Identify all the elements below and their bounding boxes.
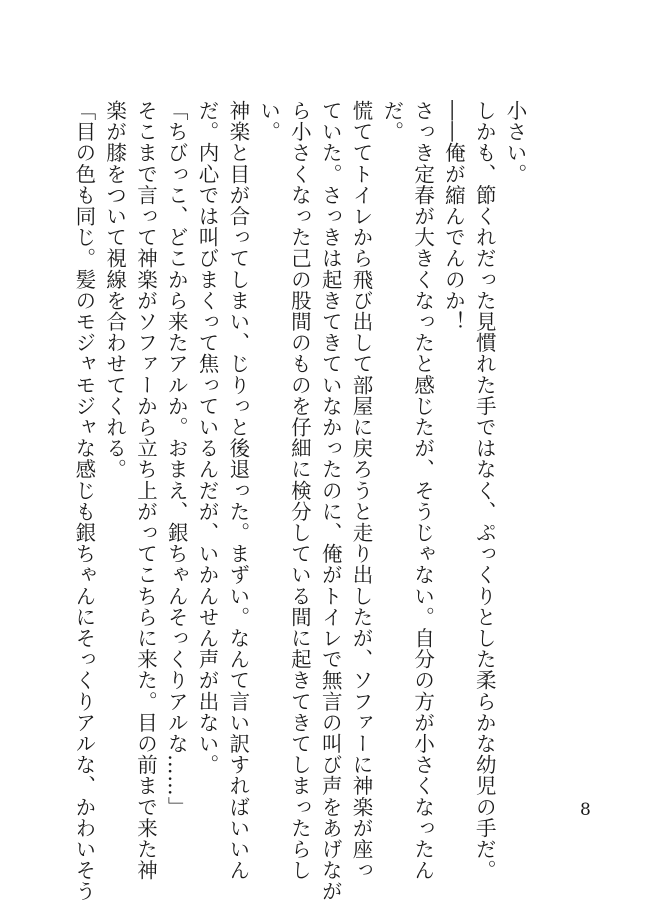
text-line: そこまで言って神楽がソファーから立ち上がってこちらに来た。目の前まで来た神 bbox=[133, 100, 158, 881]
page-number: 8 bbox=[580, 800, 591, 820]
text-line: 「ちびっこ、どこから来たアルか。おまえ、銀ちゃんそっくりアルな……」 bbox=[164, 100, 189, 818]
text-line: ――俺が縮んでんのか！ bbox=[441, 100, 466, 333]
text-line: だ。 bbox=[379, 100, 404, 143]
text-line: 慌ててトイレから飛び出して部屋に戻ろうと走り出したが、ソファーに神楽が座っ bbox=[349, 100, 374, 881]
text-line: ら小さくなった己の股間のものを仔細に検分している間に起きてきてしまったらし bbox=[287, 100, 312, 881]
text-line: さっき定春が大きくなったと感じたが、そうじゃない。自分の方が小さくなったん bbox=[410, 100, 435, 881]
text-line: 「目の色も同じ。髪のモジャモジャな感じも銀ちゃんにそっくりアルな、かわいそう bbox=[71, 100, 96, 902]
text-line: しかも、節くれだった見慣れた手ではなく、ぷっくりとした柔らかな幼児の手だ。 bbox=[472, 100, 497, 881]
vertical-body-text bbox=[68, 100, 530, 902]
text-line: 神楽と目が合ってしまい、じりっと後退った。まずい。なんて言い訳すればいいん bbox=[225, 100, 250, 881]
text-line: 小さい。 bbox=[503, 100, 527, 185]
text-line: 楽が膝をついて視線を合わせてくれる。 bbox=[102, 100, 127, 480]
text-line: い。 bbox=[256, 100, 281, 143]
text-line: ていた。さっきは起きてきていなかったのに、俺がトイレで無言の叫び声をあげなが bbox=[318, 100, 343, 902]
text-line: だ。内心では叫びまくって焦っているんだが、いかんせん声が出ない。 bbox=[195, 100, 220, 776]
